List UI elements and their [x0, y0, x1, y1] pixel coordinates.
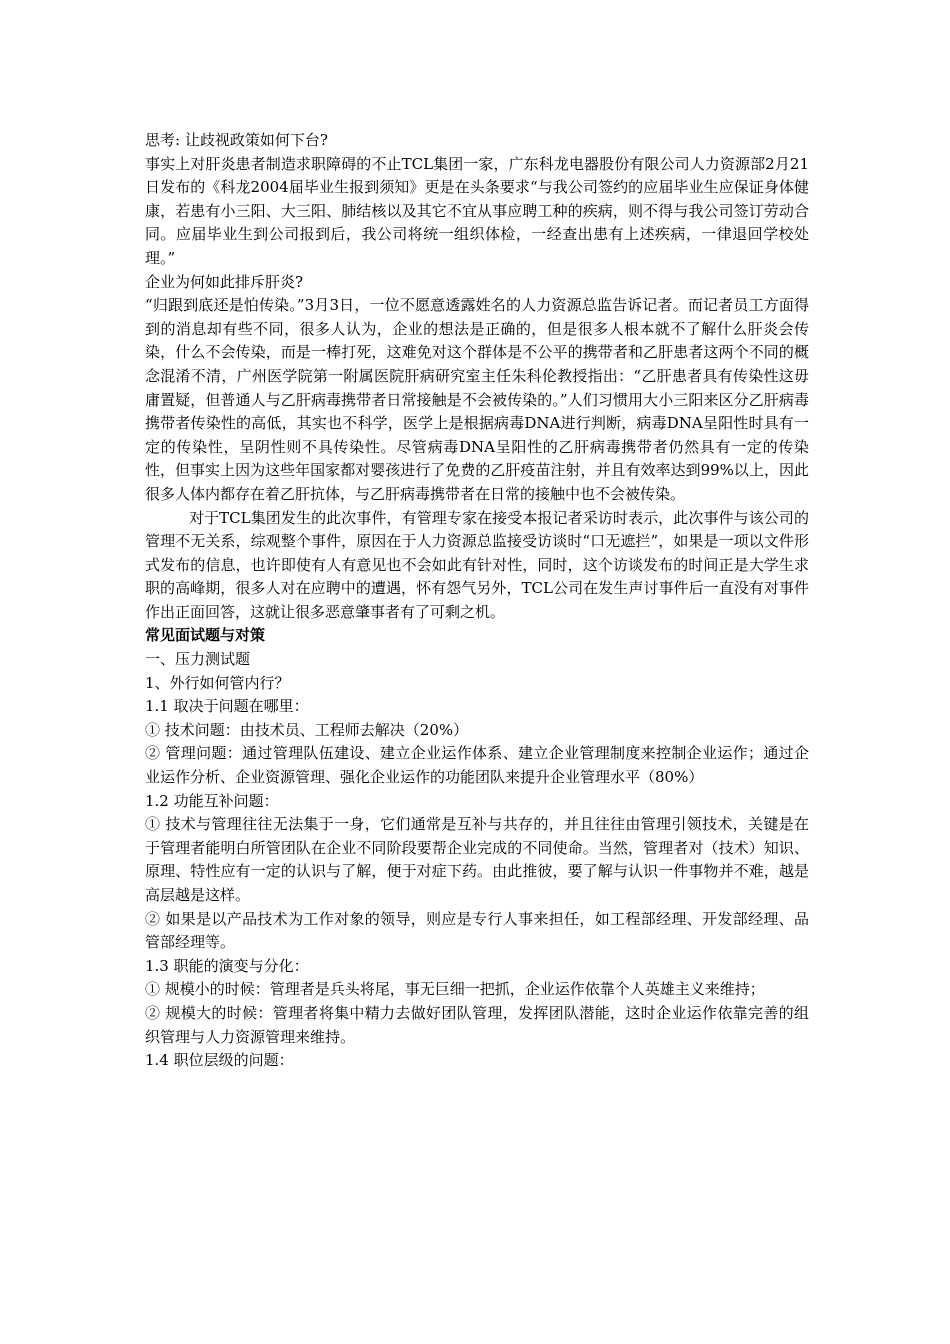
item-1-2: 1.2 功能互补问题：	[145, 791, 279, 810]
paragraph-fear-of-infection: “归跟到底还是怕传染。”3月3日，一位不愿意透露姓名的人力资源总监告诉记者。而记者员工方面得到的消息却有些不同，很多人认为，企业的想法是正确的，但是很多人根本就不了解什么肝炎会传染，什么不会传染，而是一棒打死，这难免对这个群体是不公平的携带者和乙肝患者这两个不同的概念混淆不清，广州医学院第一附属医院肝病研究室主任朱科伦教授指出：“乙肝患者具有传染性这毋庸置疑，但普通人与乙肝病毒携带者日常接触是不会被传染的。”人们习惯用大小三阳来区分乙肝病毒携带者传染性的高低，其实也不科学，医学上是根据病毒DNA进行判断，病毒DNA呈阳性时具有一定的传染性，呈阴性则不具传染性。尽管病毒DNA呈阳性的乙肝病毒携带者仍然具有一定的传染性，但事实上因为这些年国家都对婴孩进行了免费的乙肝疫苗注射，并且有效率达到99%以上，因此很多人体内都存在着乙肝抗体，与乙肝病毒携带者在日常的接触中也不会被传染。	[145, 296, 809, 503]
paragraph-tcl-incident: 对于TCL集团发生的此次事件，有管理专家在接受本报记者采访时表示，此次事件与该公司的管理不无关系，综观整个事件，原因在于人力资源总监接受访谈时“口无遮拦”，如果是一项以文件形式发布的信息，也许即使有人有意见也不会如此有针对性，同时，这个访谈发布的时间正是大学生求职的高峰期，很多人对在应聘中的遭遇，怀有怨气另外，TCL公司在发生声讨事件后一直没有对事件作出正面回答，这就让很多恶意肇事者有了可剩之机。	[145, 508, 809, 621]
item-1-1-management: ② 管理问题：通过管理队伍建设、建立企业运作体系、建立企业管理制度来控制企业运作；通过企业运作分析、企业资源管理、强化企业运作的功能团队来提升企业管理水平（80%）	[145, 744, 809, 787]
paragraph-kelon-policy: 事实上对肝炎患者制造求职障碍的不止TCL集团一家，广东科龙电器股份有限公司人力资源部2月21日发布的《科龙2004届毕业生报到须知》更是在头条要求“与我公司签约的应届毕业生应保证身体健康，若患有小三阳、大三阳、肺结核以及其它不宜从事应聘工种的疾病，则不得与我公司签订劳动合同。应届毕业生到公司报到后，我公司将统一组织体检，一经查出患有上述疾病，一律退回学校处理。”	[145, 154, 809, 267]
section-title-interview-questions: 常见面试题与对策	[145, 626, 266, 645]
item-1-1-tech: ① 技术问题：由技术员、工程师去解决（20%）	[145, 720, 469, 739]
section-pressure-test: 一、压力测试题	[145, 650, 251, 669]
item-1-2-complement: ① 技术与管理往往无法集于一身，它们通常是互补与共存的，并且往往由管理引领技术，关键是在于管理者能明白所管团队在企业不同阶段要帮企业完成的不同使命。当然，管理者对（技术）知识、原理、特性应有一定的认识与了解，便于对症下药。由此推彼，要了解与认识一件事物并不难，越是高层越是这样。	[145, 815, 809, 904]
item-1-4: 1.4 职位层级的问题：	[145, 1051, 294, 1070]
subheading-why-exclude: 企业为何如此排斥肝炎?	[145, 272, 304, 291]
item-1-3-large-scale: ② 规模大的时候：管理者将集中精力去做好团队管理，发挥团队潜能，这时企业运作依靠完善的组织管理与人力资源管理来维持。	[145, 1003, 809, 1046]
item-1-3-small-scale: ① 规模小的时候：管理者是兵头将尾，事无巨细一把抓，企业运作依靠个人英雄主义来维持；	[145, 980, 765, 999]
heading-reflection: 思考: 让歧视政策如何下台?	[145, 131, 328, 149]
item-1-1: 1.1 取决于问题在哪里：	[145, 697, 309, 716]
item-1-2-product-tech: ② 如果是以产品技术为工作对象的领导，则应是专行人事来担任，如工程部经理、开发部经理、品管部经理等。	[145, 909, 809, 952]
item-1-3: 1.3 职能的演变与分化：	[145, 956, 309, 975]
document-page	[145, 129, 809, 1073]
question-1: 1、外行如何管内行？	[145, 673, 290, 692]
